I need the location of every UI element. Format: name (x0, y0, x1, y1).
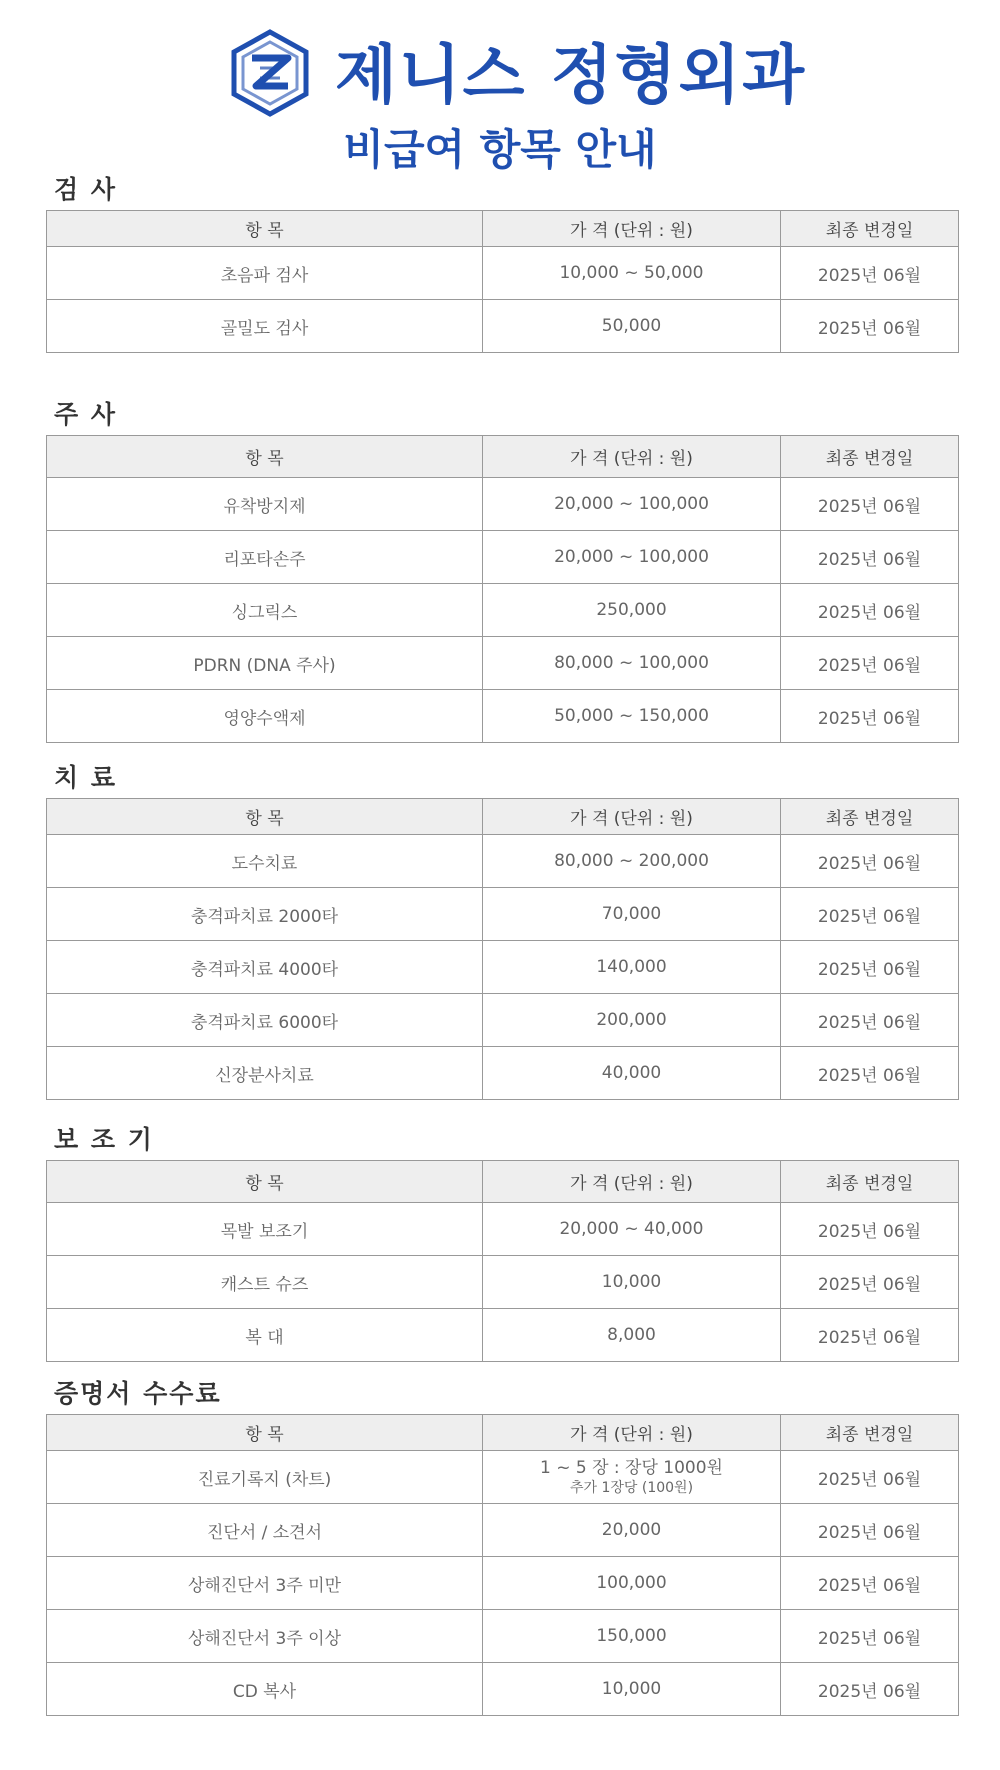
column-header-date: 최종 변경일 (781, 436, 959, 478)
item-cell: PDRN (DNA 주사) (47, 637, 483, 690)
column-header-item: 항 목 (47, 211, 483, 247)
table-row (47, 994, 959, 1047)
date-cell: 2025년 06월 (781, 1504, 959, 1557)
item-cell: 복 대 (47, 1309, 483, 1362)
price-cell: 140,000 (483, 941, 781, 994)
price-cell: 80,000 ~ 100,000 (483, 637, 781, 690)
table-row (47, 247, 959, 300)
table-header-row (47, 1415, 959, 1451)
table-row (47, 1451, 959, 1504)
date-cell: 2025년 06월 (781, 478, 959, 531)
table-row (47, 1309, 959, 1362)
price-table (46, 435, 959, 743)
table-row (47, 690, 959, 743)
table-row (47, 637, 959, 690)
item-cell: 골밀도 검사 (47, 300, 483, 353)
table-header-row (47, 799, 959, 835)
table-row (47, 1610, 959, 1663)
item-cell: 진단서 / 소견서 (47, 1504, 483, 1557)
price-note-text: 추가 1장당 (100원) (569, 1480, 694, 1496)
table-row (47, 1047, 959, 1100)
date-cell: 2025년 06월 (781, 247, 959, 300)
table-row (47, 300, 959, 353)
price-cell: 80,000 ~ 200,000 (483, 835, 781, 888)
column-header-price: 가 격 (단위 : 원) (483, 799, 781, 835)
table-row (47, 1256, 959, 1309)
item-cell: 목발 보조기 (47, 1203, 483, 1256)
price-cell: 20,000 ~ 40,000 (483, 1203, 781, 1256)
section-title: 주 사 (54, 400, 118, 429)
column-header-item: 항 목 (47, 799, 483, 835)
date-cell: 2025년 06월 (781, 531, 959, 584)
date-cell: 2025년 06월 (781, 941, 959, 994)
section-orthosis (46, 1120, 958, 1362)
price-table (46, 210, 959, 353)
date-cell: 2025년 06월 (781, 1256, 959, 1309)
date-cell: 2025년 06월 (781, 637, 959, 690)
column-header-price: 가 격 (단위 : 원) (483, 1161, 781, 1203)
column-header-date: 최종 변경일 (781, 1161, 959, 1203)
section-title: 검 사 (54, 175, 118, 204)
date-cell: 2025년 06월 (781, 1451, 959, 1504)
page-header (0, 0, 1000, 190)
section-exam (46, 170, 958, 353)
page-subtitle: 비급여 항목 안내 (343, 125, 657, 174)
item-cell: 캐스트 슈즈 (47, 1256, 483, 1309)
item-cell: 싱그릭스 (47, 584, 483, 637)
table-header-row (47, 1161, 959, 1203)
date-cell: 2025년 06월 (781, 1557, 959, 1610)
item-cell: 충격파치료 2000타 (47, 888, 483, 941)
table-row (47, 835, 959, 888)
price-cell: 10,000 (483, 1663, 781, 1716)
price-cell: 50,000 ~ 150,000 (483, 690, 781, 743)
date-cell: 2025년 06월 (781, 1663, 959, 1716)
price-table (46, 1160, 959, 1362)
column-header-item: 항 목 (47, 1161, 483, 1203)
table-row (47, 1504, 959, 1557)
price-cell: 20,000 ~ 100,000 (483, 531, 781, 584)
table-row (47, 1203, 959, 1256)
price-cell (483, 1451, 781, 1504)
item-cell: 리포타손주 (47, 531, 483, 584)
price-cell: 10,000 (483, 1256, 781, 1309)
item-cell: 상해진단서 3주 이상 (47, 1610, 483, 1663)
price-cell: 8,000 (483, 1309, 781, 1362)
column-header-item: 항 목 (47, 436, 483, 478)
date-cell: 2025년 06월 (781, 584, 959, 637)
item-cell: 유착방지제 (47, 478, 483, 531)
price-cell: 70,000 (483, 888, 781, 941)
date-cell: 2025년 06월 (781, 1203, 959, 1256)
item-cell: 신장분사치료 (47, 1047, 483, 1100)
table-row (47, 1663, 959, 1716)
column-header-price: 가 격 (단위 : 원) (483, 211, 781, 247)
item-cell: 충격파치료 4000타 (47, 941, 483, 994)
column-header-date: 최종 변경일 (781, 799, 959, 835)
date-cell: 2025년 06월 (781, 888, 959, 941)
table-row (47, 888, 959, 941)
table-row (47, 478, 959, 531)
price-cell: 10,000 ~ 50,000 (483, 247, 781, 300)
column-header-price: 가 격 (단위 : 원) (483, 436, 781, 478)
section-title: 증명서 수수료 (54, 1379, 222, 1408)
price-cell: 200,000 (483, 994, 781, 1047)
column-header-date: 최종 변경일 (781, 211, 959, 247)
item-cell: 상해진단서 3주 미만 (47, 1557, 483, 1610)
column-header-item: 항 목 (47, 1415, 483, 1451)
price-cell: 100,000 (483, 1557, 781, 1610)
clinic-name: 제니스 정형외과 (335, 39, 807, 113)
price-table (46, 1414, 959, 1716)
table-header-row (47, 436, 959, 478)
table-row (47, 531, 959, 584)
item-cell: 영양수액제 (47, 690, 483, 743)
section-title: 보 조 기 (54, 1125, 154, 1154)
column-header-date: 최종 변경일 (781, 1415, 959, 1451)
section-certificate-fees (46, 1374, 958, 1716)
date-cell: 2025년 06월 (781, 1610, 959, 1663)
price-cell: 20,000 (483, 1504, 781, 1557)
price-cell: 40,000 (483, 1047, 781, 1100)
table-row (47, 584, 959, 637)
price-cell: 250,000 (483, 584, 781, 637)
section-title: 치 료 (54, 763, 118, 792)
price-table (46, 798, 959, 1100)
table-row (47, 941, 959, 994)
date-cell: 2025년 06월 (781, 1047, 959, 1100)
price-cell: 150,000 (483, 1610, 781, 1663)
item-cell: 도수치료 (47, 835, 483, 888)
price-main-text: 1 ~ 5 장 : 장당 1000원 (540, 1458, 723, 1478)
hexagon-z-logo (230, 28, 310, 118)
item-cell: CD 복사 (47, 1663, 483, 1716)
date-cell: 2025년 06월 (781, 1309, 959, 1362)
column-header-price: 가 격 (단위 : 원) (483, 1415, 781, 1451)
date-cell: 2025년 06월 (781, 994, 959, 1047)
date-cell: 2025년 06월 (781, 690, 959, 743)
item-cell: 충격파치료 6000타 (47, 994, 483, 1047)
table-header-row (47, 211, 959, 247)
item-cell: 초음파 검사 (47, 247, 483, 300)
date-cell: 2025년 06월 (781, 835, 959, 888)
section-treatment (46, 758, 958, 1100)
section-injection (46, 395, 958, 743)
table-row (47, 1557, 959, 1610)
price-cell: 50,000 (483, 300, 781, 353)
price-cell: 20,000 ~ 100,000 (483, 478, 781, 531)
date-cell: 2025년 06월 (781, 300, 959, 353)
item-cell: 진료기록지 (차트) (47, 1451, 483, 1504)
